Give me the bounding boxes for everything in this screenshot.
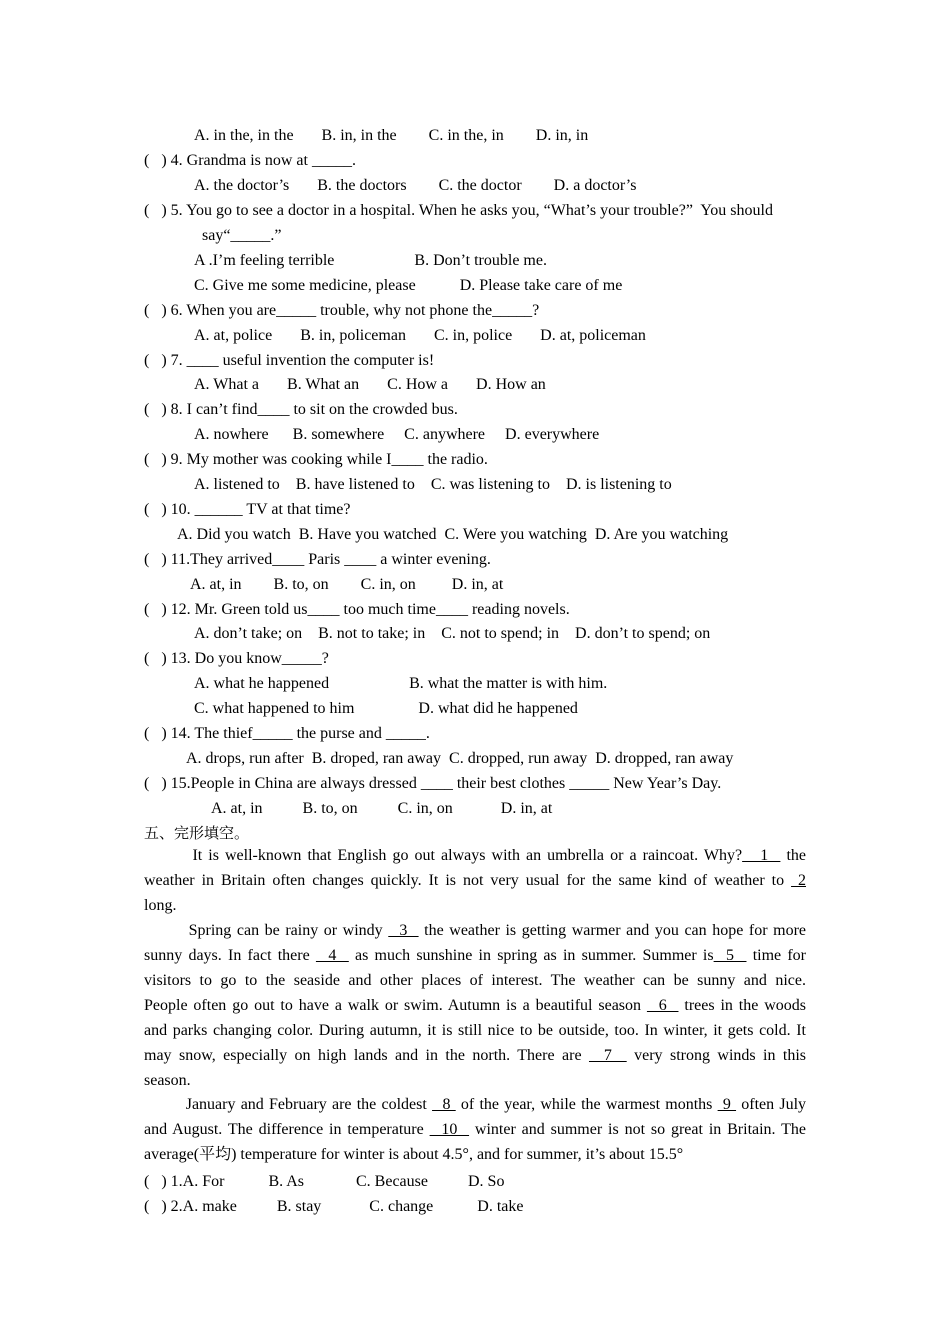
question-line: ( ) 6. When you are_____ trouble, why not phone the_____?: [144, 302, 540, 319]
options-line: A. in the, in the B. in, in the C. in the, in D. in, in: [194, 127, 589, 144]
options-line: A .I’m feeling terrible B. Don’t trouble me.: [194, 252, 547, 269]
paragraph-text: the weather is getting warmer and you can hope for more: [418, 922, 807, 939]
paragraph-text: often July: [736, 1096, 807, 1113]
question-line: ( ) 4. Grandma is now at _____.: [144, 152, 356, 169]
paragraph-text: weather in Britain often changes quickly. It is not very usual for the same kind of weather to: [144, 872, 792, 889]
paragraph-line: [144, 868, 806, 893]
options-line: A. at, in B. to, on C. in, on D. in, at: [190, 576, 504, 593]
question-line: ( ) 8. I can’t find____ to sit on the crowded bus.: [144, 401, 458, 418]
blank-number: 1: [742, 847, 781, 864]
cloze-question-line: ( ) 1.A. For B. As C. Because D. So: [144, 1173, 505, 1190]
paragraph-line: [144, 893, 806, 918]
options-line: C. what happened to him D. what did he happened: [194, 700, 578, 717]
cloze-question-line: ( ) 2.A. make B. stay C. change D. take: [144, 1198, 524, 1215]
paragraph-line: [144, 1043, 806, 1068]
paragraph-text: average(平均) temperature for winter is about 4.5°, and for summer, it’s about 15.5°: [144, 1146, 684, 1163]
section-heading: 五、完形填空。: [144, 824, 250, 842]
paragraph-text: as much sunshine in spring as in summer. Summer is: [348, 947, 714, 964]
options-line: A. at, in B. to, on C. in, on D. in, at: [211, 800, 553, 817]
blank-number: 5: [713, 947, 747, 964]
question-line: ( ) 11.They arrived____ Paris ____ a winter evening.: [144, 551, 491, 568]
paragraph-line: [144, 1117, 806, 1142]
question-line: ( ) 13. Do you know_____?: [144, 650, 329, 667]
paragraph-line: [144, 993, 806, 1018]
options-line: A. don’t take; on B. not to take; in C. not to spend; in D. don’t to spend; on: [194, 625, 711, 642]
question-line: ( ) 14. The thief_____ the purse and _____.: [144, 725, 430, 742]
paragraph-line: [144, 1092, 806, 1117]
paragraph-line: [144, 843, 806, 868]
options-line: A. the doctor’s B. the doctors C. the doctor D. a doctor’s: [194, 177, 637, 194]
paragraph-text: trees in the woods: [678, 997, 807, 1014]
question-line: ( ) 5. You go to see a doctor in a hospital. When he asks you, “What’s your trouble?” You should: [144, 202, 773, 219]
paragraph-text: time for: [746, 947, 807, 964]
paragraph-text: and parks changing color. During autumn, it is still nice to be outside, too. In winter, it gets cold. It: [144, 1022, 806, 1039]
paragraph-text: It is well-known that English go out always with an umbrella or a raincoat. Why?: [144, 847, 743, 864]
question-line: ( ) 10. ______ TV at that time?: [144, 501, 351, 518]
paragraph-text: may snow, especially on high lands and in the north. There are: [144, 1047, 589, 1064]
blank-number: 8: [432, 1096, 456, 1113]
paragraph-text: season.: [144, 1072, 191, 1089]
options-line: C. Give me some medicine, please D. Please take care of me: [194, 277, 623, 294]
options-line: A. nowhere B. somewhere C. anywhere D. everywhere: [194, 426, 600, 443]
blank-number: 2: [791, 872, 806, 889]
paragraph-line: [144, 968, 806, 993]
options-line: A. what he happened B. what the matter is with him.: [194, 675, 608, 692]
paragraph-text: Spring can be rainy or windy: [144, 922, 389, 939]
paragraph-text: and August. The difference in temperature: [144, 1121, 430, 1138]
blank-number: 9: [717, 1096, 737, 1113]
paragraph-text: winter and summer is not so great in Britain. The: [469, 1121, 807, 1138]
options-line: A. What a B. What an C. How a D. How an: [194, 376, 546, 393]
question-line: ( ) 12. Mr. Green told us____ too much time____ reading novels.: [144, 601, 570, 618]
paragraph-line: [144, 1142, 806, 1167]
paragraph-line: [144, 918, 806, 943]
question-line: ( ) 15.People in China are always dressed ____ their best clothes _____ New Year’s Day.: [144, 775, 722, 792]
paragraph-text: long.: [144, 897, 177, 914]
question-line: ( ) 9. My mother was cooking while I____ the radio.: [144, 451, 488, 468]
paragraph-line: [144, 1068, 806, 1093]
options-line: A. drops, run after B. droped, ran away C. dropped, run away D. dropped, ran away: [186, 750, 734, 767]
cloze-paragraph: [144, 843, 806, 918]
options-line: A. Did you watch B. Have you watched C. Were you watching D. Are you watching: [177, 526, 729, 543]
blank-number: 10: [429, 1121, 470, 1138]
options-line: say“_____.”: [202, 227, 282, 244]
paragraph-text: the: [780, 847, 807, 864]
cloze-paragraph: [144, 1092, 806, 1167]
paragraph-line: [144, 1018, 806, 1043]
paragraph-text: People often go out to have a walk or swim. Autumn is a beautiful season: [144, 997, 647, 1014]
options-line: A. listened to B. have listened to C. was listening to D. is listening to: [194, 476, 672, 493]
blank-number: 4: [315, 947, 349, 964]
blank-number: 3: [388, 922, 419, 939]
blank-number: 6: [646, 997, 679, 1014]
question-line: ( ) 7. ____ useful invention the computer is!: [144, 352, 435, 369]
paragraph-text: sunny days. In fact there: [144, 947, 316, 964]
paragraph-text: visitors to go to the seaside and other places of interest. The weather can be sunny and nice.: [144, 972, 806, 989]
paragraph-text: of the year, while the warmest months: [455, 1096, 718, 1113]
paragraph-line: [144, 943, 806, 968]
blank-number: 7: [588, 1047, 627, 1064]
paragraph-text: January and February are the coldest: [144, 1096, 433, 1113]
options-line: A. at, police B. in, policeman C. in, police D. at, policeman: [194, 327, 646, 344]
paragraph-text: very strong winds in this: [626, 1047, 807, 1064]
cloze-paragraph: [144, 918, 806, 1093]
